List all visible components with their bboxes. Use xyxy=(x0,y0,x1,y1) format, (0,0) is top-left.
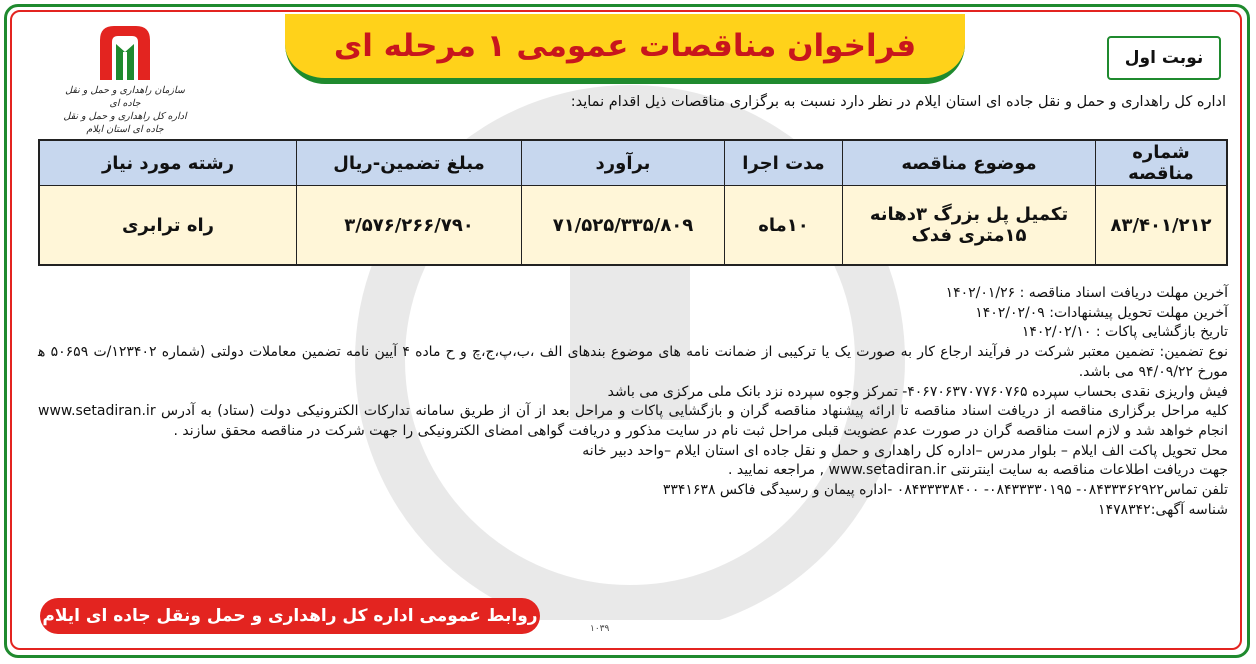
header-guarantee: مبلغ تضمین-ریال xyxy=(297,140,522,186)
intro-text: اداره کل راهداری و حمل و نقل جاده ای استان ایلام در نظر دارد نسبت به برگزاری مناقصات ذیل اقدام نماید: xyxy=(570,94,1226,110)
cell-estimate: ۷۱/۵۲۵/۳۳۵/۸۰۹ xyxy=(522,186,725,266)
cell-duration: ۱۰ماه xyxy=(725,186,843,266)
deadline-offers: آخرین مهلت تحویل پیشنهادات: ۱۴۰۲/۰۲/۰۹ xyxy=(975,304,1228,321)
logo-caption-line1: سازمان راهداری و حمل و نقل جاده ای xyxy=(65,85,185,109)
notice-body xyxy=(38,284,1228,520)
header-estimate: برآورد xyxy=(522,140,725,186)
title-banner xyxy=(285,14,965,84)
cell-guarantee: ۳/۵۷۶/۲۶۶/۷۹۰ xyxy=(297,186,522,266)
public-relations-text: روابط عمومی اداره کل راهداری و حمل ونقل جاده ای ایلام xyxy=(42,606,538,626)
cell-subject-line2: ۱۵متری فدک xyxy=(911,225,1027,246)
tenders-table xyxy=(38,139,1228,266)
table-header-row xyxy=(39,140,1227,186)
round-badge xyxy=(1107,36,1221,80)
guarantee-type: نوع تضمین: تضمین معتبر شرکت در فرآیند ارجاع کار به صورت یک یا ترکیبی از ضمانت نامه های موضوع بندهای الف ،ب،پ،ج،چ و ح ماده ۴ آیین نامه تضمین معاملات دولتی (شماره ۱۲۳۴۰۲/ت ۵۰۶۵۹ ه‍ مورخ ۹۴/۰۹/۲۲ می باشد. xyxy=(38,344,1228,380)
header-number: شماره مناقصه xyxy=(1096,140,1228,186)
deadline-docs: آخرین مهلت دریافت اسناد مناقصه : ۱۴۰۲/۰۱/۲۶ xyxy=(945,285,1228,301)
road-organization-icon xyxy=(94,22,156,82)
cell-field: راه ترابری xyxy=(39,186,297,266)
header-field: رشته مورد نیاز xyxy=(39,140,297,186)
round-label: نوبت اول xyxy=(1124,48,1204,68)
process-description: کلیه مراحل برگزاری مناقصه از دریافت اسناد مناقصه تا ارائه پیشنهاد مناقصه گران و بازگشایی پاکات و مراحل بعد از آن از طریق سامانه تدارکات الکترونیکی دولت (ستاد) به آدرس www.setadiran.ir انجام خواهد شد و لازم است مناقصه گران در صورت عدم عضویت قبلی مراحل ثبت نام در سایت مذکور و دریافت گواهی امضای الکترونیکی را جهت شرکت در مناقصه محقق سازند . xyxy=(38,403,1228,439)
contact-phone: تلفن تماس۰۸۴۳۳۳۶۲۹۲۲- ۰۸۴۳۳۳۳۰۱۹۵- ۰۸۴۳۳۳۳۸۴۰۰ -اداره پیمان و رسیدگی فاکس ۳۳۴۱۶۳۸ xyxy=(662,482,1228,499)
page-title: فراخوان مناقصات عمومی ۱ مرحله ای xyxy=(333,28,917,64)
page-number: ۱۰۳۹ xyxy=(590,624,610,634)
organization-logo xyxy=(60,22,190,135)
opening-date: تاریخ بازگشایی پاکات : ۱۴۰۲/۰۲/۱۰ xyxy=(1021,324,1228,341)
header-duration: مدت اجرا xyxy=(725,140,843,186)
cell-subject-line1: تکمیل پل بزرگ ۳دهانه xyxy=(869,204,1069,225)
delivery-location: محل تحویل پاکت الف ایلام – بلوار مدرس –اداره کل راهداری و حمل و نقل جاده ای استان ایلام –واحد دبیر خانه xyxy=(582,442,1228,459)
logo-caption-line2: اداره کل راهداری و حمل و نقل جاده ای استان ایلام xyxy=(63,111,187,135)
table-row xyxy=(39,186,1227,266)
ad-id: شناسه آگهی:۱۴۷۸۳۴۲ xyxy=(1098,501,1228,518)
info-website: جهت دریافت اطلاعات مناقصه به سایت اینترنتی www.setadiran.ir , مراجعه نمایید . xyxy=(728,462,1228,479)
header-subject: موضوع مناقصه xyxy=(843,140,1096,186)
cash-deposit: فیش واریزی نقدی بحساب سپرده ۴۰۶۷۰۶۳۷۰۷۷۶۰۷۶۵- تمرکز وجوه سپرده نزد بانک ملی مرکزی می باشد xyxy=(607,383,1228,400)
public-relations-banner xyxy=(40,598,540,634)
cell-number: ۸۳/۴۰۱/۲۱۲ xyxy=(1096,186,1228,266)
cell-subject xyxy=(843,186,1096,266)
